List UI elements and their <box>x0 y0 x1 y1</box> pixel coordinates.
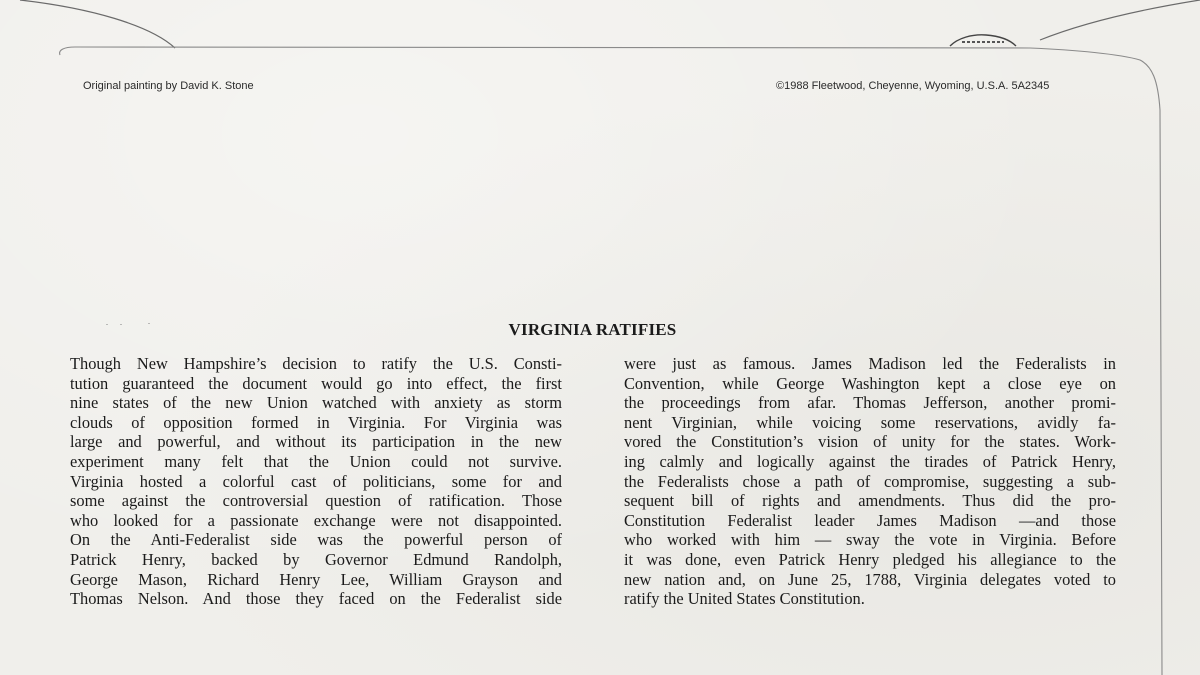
text-line: nine states of the new Union watched with anxiety as storm <box>70 393 562 413</box>
text-line: Patrick Henry, backed by Governor Edmund Randolph, <box>70 549 562 569</box>
text-line: Constitution Federalist leader James Madison —and those <box>624 510 1116 530</box>
text-line: sequent bill of rights and amendments. Thus did the pro- <box>624 491 1116 511</box>
text-line: Thomas Nelson. And those they faced on the Federalist side <box>70 589 562 609</box>
article-title: VIRGINIA RATIFIES <box>508 320 677 339</box>
text-line: the Federalists chose a path of compromise, suggesting a sub- <box>624 471 1116 491</box>
text-line: it was done, even Patrick Henry pledged his allegiance to the <box>624 549 1116 569</box>
text-line: new nation and, on June 25, 1788, Virginia delegates voted to <box>624 569 1116 589</box>
article-column-right <box>624 354 1116 609</box>
text-line: vored the Constitution’s vision of unity for the states. Work- <box>624 432 1116 452</box>
text-line: experiment many felt that the Union could not survive. <box>70 451 562 471</box>
text-line: were just as famous. James Madison led the Federalists in <box>624 354 1116 373</box>
text-line: George Mason, Richard Henry Lee, William Grayson and <box>70 569 562 589</box>
text-line: nent Virginian, while voicing some reservations, avidly fa- <box>624 412 1116 432</box>
text-line: the proceedings from afar. Thomas Jefferson, another promi- <box>624 393 1116 413</box>
text-line: who looked for a passionate exchange were not disappointed. <box>70 510 562 530</box>
text-line: who worked with him — sway the vote in Virginia. Before <box>624 530 1116 550</box>
text-line: ratify the United States Constitution. <box>624 589 865 609</box>
text-line: clouds of opposition formed in Virginia. For Virginia was <box>70 412 562 432</box>
text-line: On the Anti-Federalist side was the powerful person of <box>70 530 562 550</box>
copyright-notice: ©1988 Fleetwood, Cheyenne, Wyoming, U.S.A. 5A2345 <box>776 80 1050 92</box>
text-line: ing calmly and logically against the tirades of Patrick Henry, <box>624 451 1116 471</box>
article-column-left <box>70 354 562 609</box>
text-line: some against the controversial question of ratification. Those <box>70 491 562 511</box>
text-line: Convention, while George Washington kept a close eye on <box>624 373 1116 393</box>
painting-credit: Original painting by David K. Stone <box>83 80 254 92</box>
text-line: tution guaranteed the document would go into effect, the first <box>70 373 562 393</box>
text-line: Virginia hosted a colorful cast of politicians, some for and <box>70 471 562 491</box>
text-line: Though New Hampshire’s decision to ratify the U.S. Consti- <box>70 354 562 373</box>
text-line: large and powerful, and without its participation in the new <box>70 432 562 452</box>
